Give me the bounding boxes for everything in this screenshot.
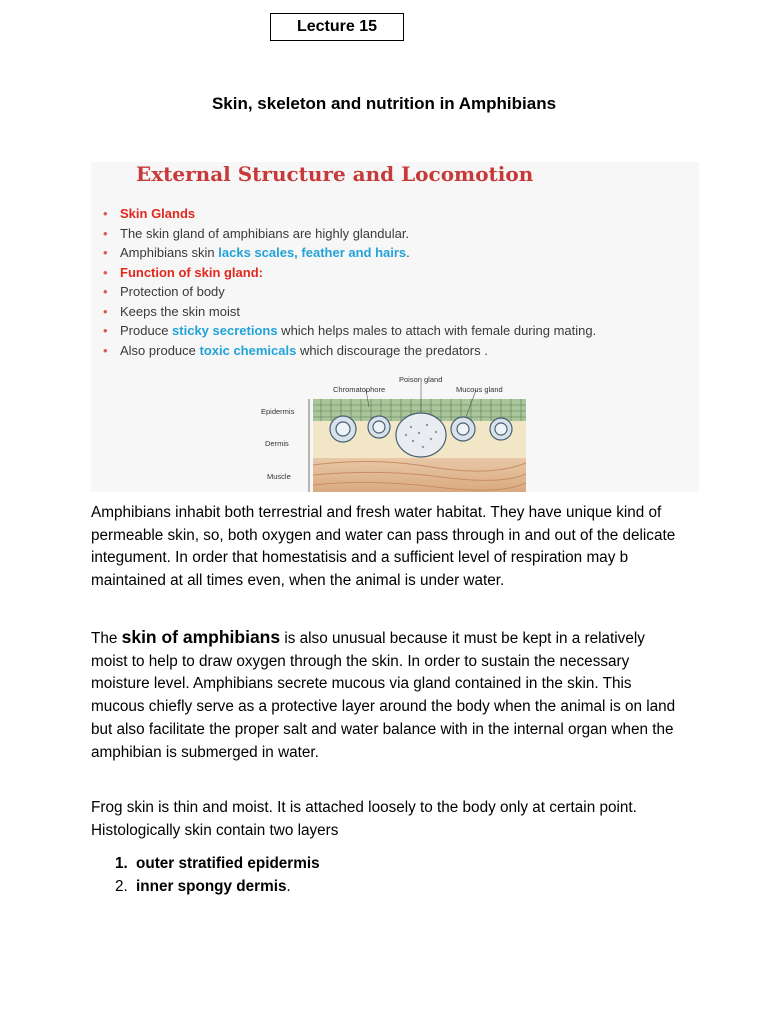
slide-bullet-text: Keeps the skin moist <box>120 303 240 319</box>
slide-bullet-text: Produce <box>120 323 173 338</box>
lecture-number: Lecture 15 <box>296 18 378 35</box>
paragraph-habitat: Amphibians inhabit both terrestrial and fresh water habitat. They have unique kind of permeable skin, so, both oxygen and water can pass through in and out of the delicate integument. In order that homestatisis and a sufficient level of respiration may b maintained at all times even, when the animal is under water. <box>91 504 676 590</box>
slide-bullet-item <box>103 341 693 361</box>
bullet-dot: • <box>103 264 108 280</box>
slide-title: External Structure and Locomotion <box>136 162 534 186</box>
slide-bullet-text: Skin Glands <box>120 206 196 221</box>
skin-section-diagram <box>251 377 526 492</box>
list-item <box>115 853 320 876</box>
slide-bullet-item <box>103 302 693 322</box>
slide-bullet-text: The skin gland of amphibians are highly glandular. <box>120 225 410 241</box>
paragraph-frog-skin: Frog skin is thin and moist. It is attached loosely to the body only at certain point. Histologically skin contain two layers <box>91 799 637 839</box>
muscle-label: Muscle <box>267 472 291 481</box>
bullet-dot: • <box>103 225 108 241</box>
slide-bullet-item <box>103 204 693 224</box>
list-number: 1. <box>115 855 128 872</box>
bullet-dot: • <box>103 342 108 358</box>
slide-bullet-list <box>103 204 693 360</box>
slide-bullet-text: which helps males to attach with female during mating. <box>277 323 597 338</box>
paragraph-skin-emphasis: skin of amphibians <box>121 627 281 647</box>
slide-bullet-text: sticky secretions <box>172 323 278 338</box>
list-item-suffix: . <box>286 877 291 895</box>
mucous-gland-label: Mucous gland <box>456 385 503 394</box>
slide-bullet-item <box>103 224 693 244</box>
list-item <box>115 876 320 899</box>
slide-bullet-text: toxic chemicals <box>199 342 297 358</box>
skin-section-illustration <box>251 377 526 492</box>
slide-bullet-text: Protection of body <box>120 284 225 299</box>
slide-bullet-text: lacks scales, feather and hairs <box>218 245 407 260</box>
chromatophore-label: Chromatophore <box>333 385 386 394</box>
slide-bullet-item <box>103 263 693 283</box>
lecture-number-box <box>270 13 404 41</box>
slide-bullet-item <box>103 282 693 302</box>
epidermis-label: Epidermis <box>261 407 295 416</box>
list-number: 2. <box>115 877 128 895</box>
list-item-text: outer stratified epidermis <box>136 855 320 872</box>
slide-image <box>91 162 699 492</box>
paragraph-skin-body: is also unusual because it must be kept in a relatively moist to help to draw oxygen through the skin. In order to sustain the necessary moisture level. Amphibians secrete mucous via gland contained in the skin. This mucous chiefly serve as a protective layer around the body when the animal is on land but also facilitate the proper salt and water balance with in the internal organ when the amphibian is submerged in water. <box>91 630 676 761</box>
slide-bullet-item <box>103 243 693 263</box>
slide-bullet-text: Also produce <box>120 342 200 358</box>
bullet-dot: • <box>103 284 108 299</box>
poison-gland-label: Poison gland <box>399 375 443 384</box>
bullet-dot: • <box>103 303 108 319</box>
paragraph-skin <box>91 626 681 764</box>
list-item-text: inner spongy dermis <box>136 877 287 895</box>
dermis-label: Dermis <box>265 439 289 448</box>
bullet-dot: • <box>103 323 108 338</box>
slide-bullet-text: which discourage the predators . <box>296 342 488 358</box>
slide-bullet-text: Amphibians skin <box>120 245 219 260</box>
bullet-dot: • <box>103 245 108 260</box>
slide-bullet-item <box>103 321 693 341</box>
paragraph-skin-intro: The <box>91 630 122 647</box>
page-title: Skin, skeleton and nutrition in Amphibians <box>211 94 557 113</box>
skin-layers-list <box>115 853 320 898</box>
slide-bullet-text: Function of skin gland: <box>120 264 263 280</box>
bullet-dot: • <box>103 206 108 221</box>
slide-bullet-text: . <box>406 245 410 260</box>
